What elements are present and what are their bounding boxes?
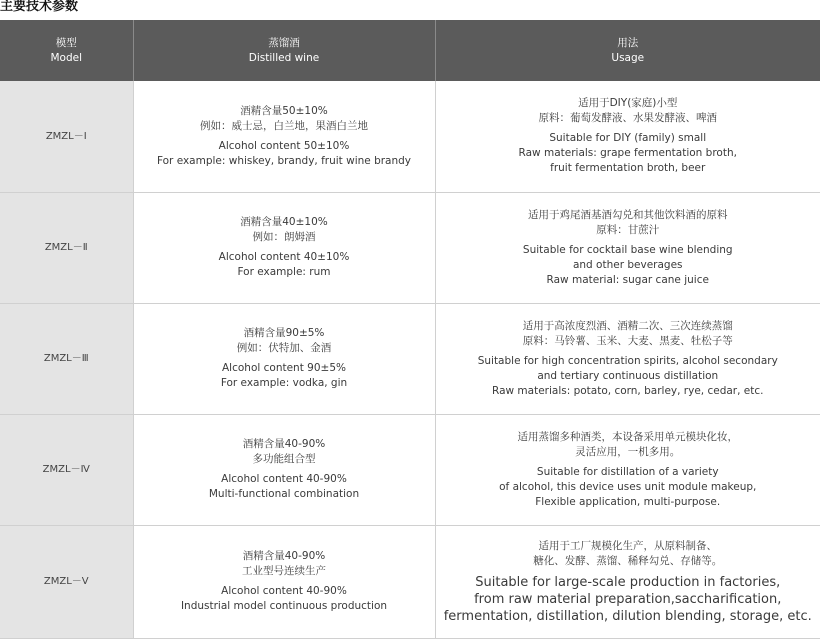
usage-cn-line: 灵活应用，一机多用。 bbox=[436, 445, 820, 460]
wine-cn-block bbox=[134, 104, 435, 134]
wine-cn-block bbox=[134, 549, 435, 579]
wine-en-line: Alcohol content 40±10% bbox=[134, 250, 435, 265]
usage-cell bbox=[435, 414, 820, 525]
usage-cell bbox=[435, 81, 820, 192]
usage-cn-line: 适用于鸡尾酒基酒勾兑和其他饮料酒的原料 bbox=[436, 208, 820, 223]
table-header-row bbox=[0, 20, 820, 81]
wine-en-line: Alcohol content 50±10% bbox=[134, 139, 435, 154]
wine-cn-line: 酒精含量40-90% bbox=[134, 437, 435, 452]
wine-cell bbox=[133, 303, 435, 414]
usage-en-line: Suitable for high concentration spirits, alcohol secondary bbox=[436, 354, 820, 369]
wine-cell bbox=[133, 525, 435, 638]
model-cell: ZMZL－Ⅴ bbox=[0, 525, 133, 638]
wine-en-line: Alcohol content 40-90% bbox=[134, 472, 435, 487]
header-model-cn: 模型 bbox=[0, 36, 133, 51]
wine-en-line: Alcohol content 90±5% bbox=[134, 361, 435, 376]
usage-cn-block bbox=[436, 539, 820, 569]
model-cell: ZMZL－Ⅰ bbox=[0, 81, 133, 192]
usage-cn-line: 糖化、发酵、蒸馏、稀释勾兑、存储等。 bbox=[436, 554, 820, 569]
usage-cn-line: 适用于高浓度烈酒、酒精二次、三次连续蒸馏 bbox=[436, 319, 820, 334]
wine-cn-line: 例如：朗姆酒 bbox=[134, 230, 435, 245]
usage-cn-block bbox=[436, 208, 820, 238]
usage-en-line: fermentation, distillation, dilution blending, storage, etc. bbox=[436, 608, 820, 625]
wine-cn-line: 工业型号连续生产 bbox=[134, 564, 435, 579]
usage-cn-line: 原料：葡萄发酵液、水果发酵液、啤酒 bbox=[436, 111, 820, 126]
usage-cn-block bbox=[436, 319, 820, 349]
page-title: 主要技术参数 bbox=[0, 0, 78, 20]
wine-cn-line: 酒精含量90±5% bbox=[134, 326, 435, 341]
usage-cn-line: 原料：马铃薯、玉米、大麦、黑麦、牡松子等 bbox=[436, 334, 820, 349]
usage-en-line: from raw material preparation,saccharification, bbox=[436, 591, 820, 608]
header-wine-en: Distilled wine bbox=[134, 51, 435, 66]
usage-en-line: Suitable for DIY (family) small bbox=[436, 131, 820, 146]
usage-en-line: of alcohol, this device uses unit module makeup, bbox=[436, 480, 820, 495]
table-row bbox=[0, 414, 820, 525]
wine-cn-line: 酒精含量50±10% bbox=[134, 104, 435, 119]
usage-en-line: Suitable for distillation of a variety bbox=[436, 465, 820, 480]
usage-en-line: Raw materials: potato, corn, barley, rye, cedar, etc. bbox=[436, 384, 820, 399]
header-usage bbox=[435, 20, 820, 81]
header-distilled-wine bbox=[133, 20, 435, 81]
table-row bbox=[0, 303, 820, 414]
wine-cell bbox=[133, 192, 435, 303]
wine-en-line: Industrial model continuous production bbox=[134, 599, 435, 614]
usage-en-line: Raw material: sugar cane juice bbox=[436, 273, 820, 288]
wine-cn-line: 酒精含量40-90% bbox=[134, 549, 435, 564]
usage-cn-block bbox=[436, 96, 820, 126]
wine-cn-line: 例如：伏特加、金酒 bbox=[134, 341, 435, 356]
usage-cn-block bbox=[436, 430, 820, 460]
spec-table bbox=[0, 20, 820, 639]
header-model bbox=[0, 20, 133, 81]
usage-en-line: Suitable for cocktail base wine blending bbox=[436, 243, 820, 258]
header-model-en: Model bbox=[0, 51, 133, 66]
wine-en-line: For example: whiskey, brandy, fruit wine brandy bbox=[134, 154, 435, 169]
usage-cn-line: 适用于工厂规模化生产，从原料制备、 bbox=[436, 539, 820, 554]
wine-en-line: Alcohol content 40-90% bbox=[134, 584, 435, 599]
usage-en-line: Suitable for large-scale production in factories, bbox=[436, 574, 820, 591]
header-usage-en: Usage bbox=[436, 51, 820, 66]
wine-cell bbox=[133, 81, 435, 192]
usage-en-line: fruit fermentation broth, beer bbox=[436, 161, 820, 176]
usage-en-line: and tertiary continuous distillation bbox=[436, 369, 820, 384]
wine-cn-block bbox=[134, 326, 435, 356]
wine-en-line: For example: vodka, gin bbox=[134, 376, 435, 391]
header-wine-cn: 蒸馏酒 bbox=[134, 36, 435, 51]
usage-en-line: and other beverages bbox=[436, 258, 820, 273]
wine-en-line: Multi-functional combination bbox=[134, 487, 435, 502]
usage-cn-line: 原料：甘蔗汁 bbox=[436, 223, 820, 238]
wine-en-line: For example: rum bbox=[134, 265, 435, 280]
model-cell: ZMZL－Ⅳ bbox=[0, 414, 133, 525]
table-row bbox=[0, 525, 820, 638]
table-row bbox=[0, 192, 820, 303]
usage-cell bbox=[435, 303, 820, 414]
wine-cn-line: 多功能组合型 bbox=[134, 452, 435, 467]
wine-cn-line: 酒精含量40±10% bbox=[134, 215, 435, 230]
table-row bbox=[0, 81, 820, 192]
wine-cell bbox=[133, 414, 435, 525]
model-cell: ZMZL－Ⅲ bbox=[0, 303, 133, 414]
usage-cell bbox=[435, 192, 820, 303]
model-cell: ZMZL－Ⅱ bbox=[0, 192, 133, 303]
usage-cn-line: 适用于DIY(家庭)小型 bbox=[436, 96, 820, 111]
header-usage-cn: 用法 bbox=[436, 36, 820, 51]
wine-cn-line: 例如：威士忌，白兰地，果酒白兰地 bbox=[134, 119, 435, 134]
wine-cn-block bbox=[134, 215, 435, 245]
wine-cn-block bbox=[134, 437, 435, 467]
usage-cell bbox=[435, 525, 820, 638]
usage-en-line: Flexible application, multi-purpose. bbox=[436, 495, 820, 510]
usage-en-line: Raw materials: grape fermentation broth, bbox=[436, 146, 820, 161]
usage-cn-line: 适用蒸馏多种酒类，本设备采用单元模块化妆， bbox=[436, 430, 820, 445]
